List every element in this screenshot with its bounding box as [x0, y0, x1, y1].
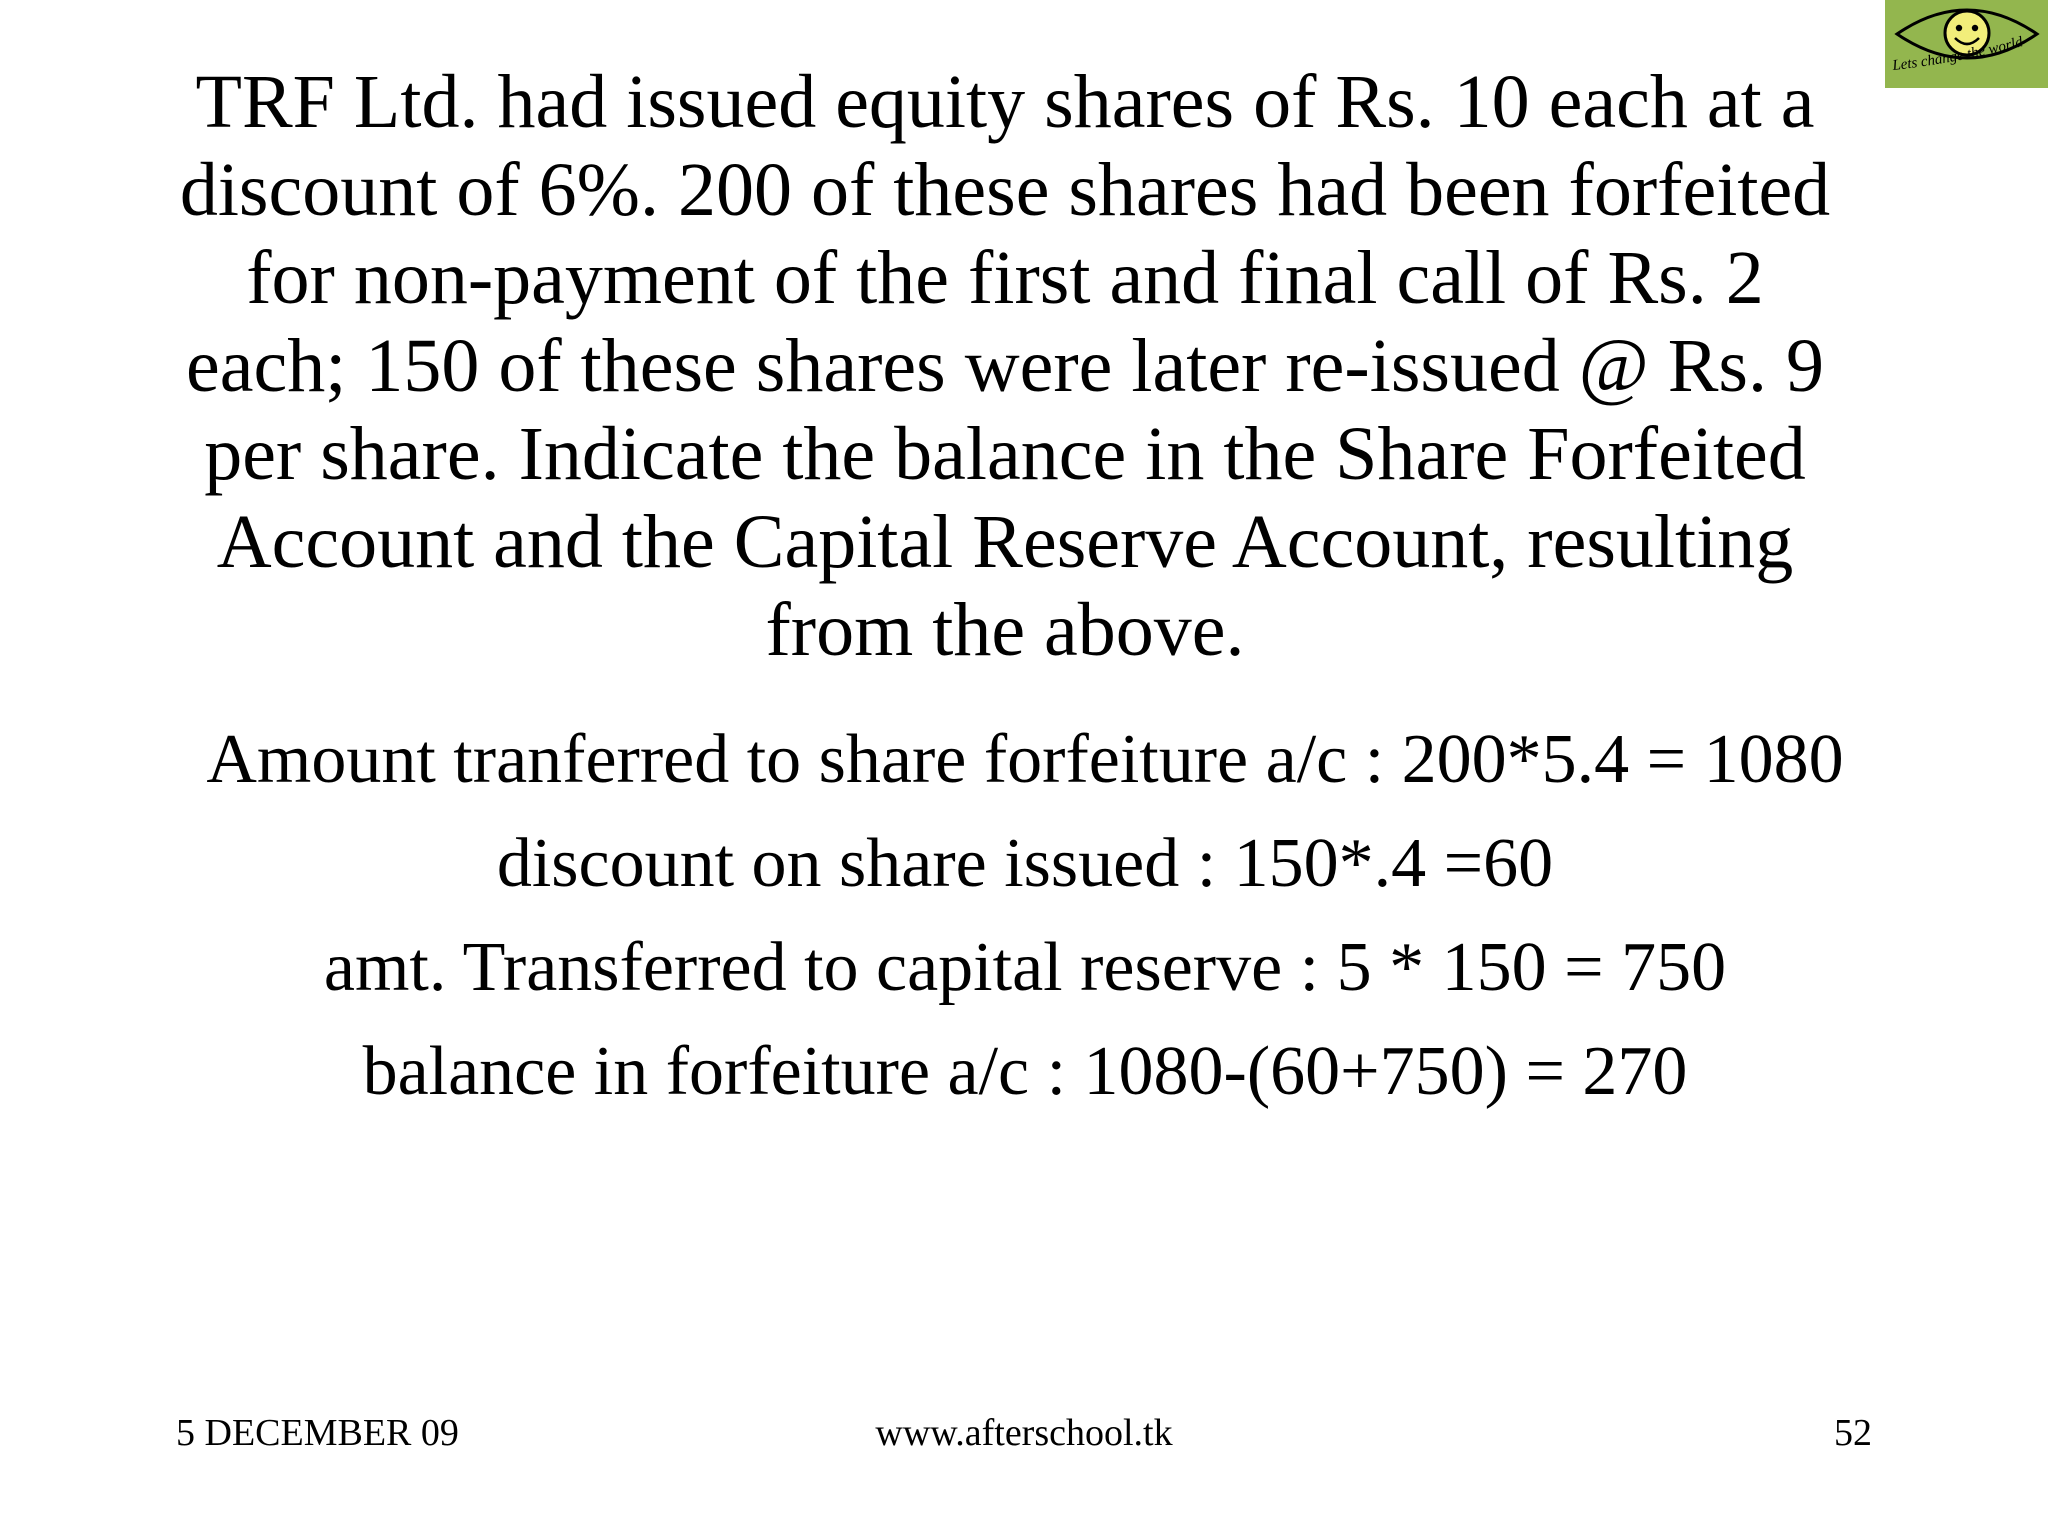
- answer-line: balance in forfeiture a/c : 1080-(60+750) = 270: [362, 1033, 1688, 1110]
- question-line: per share. Indicate the balance in the Share Forfeited: [204, 412, 1806, 496]
- answer-line: Amount tranferred to share forfeiture a/c : 200*5.4 = 1080: [206, 721, 1844, 798]
- question-line: Account and the Capital Reserve Account, resulting: [216, 500, 1794, 584]
- question-line: for non-payment of the first and final call of Rs. 2: [246, 236, 1764, 320]
- answer-list: [100, 708, 1950, 1124]
- question-line: TRF Ltd. had issued equity shares of Rs. 10 each at a: [195, 60, 1815, 144]
- smiley-eye-icon: [1885, 0, 2048, 88]
- question-line: from the above.: [765, 588, 1245, 672]
- question-text: [120, 58, 1890, 674]
- answer-line: discount on share issued : 150*.4 =60: [496, 825, 1554, 902]
- question-line: each; 150 of these shares were later re-issued @ Rs. 9: [186, 324, 1824, 408]
- footer-url: www.afterschool.tk: [875, 1412, 1173, 1454]
- logo-tagline: Lets change the world: [1891, 34, 2025, 74]
- answer-line: amt. Transferred to capital reserve : 5 * 150 = 750: [323, 929, 1727, 1006]
- footer-date: 5 DECEMBER 09: [176, 1412, 459, 1454]
- page-number: 52: [1834, 1412, 1872, 1454]
- logo: [1885, 0, 2048, 88]
- question-line: discount of 6%. 200 of these shares had been forfeited: [179, 148, 1831, 232]
